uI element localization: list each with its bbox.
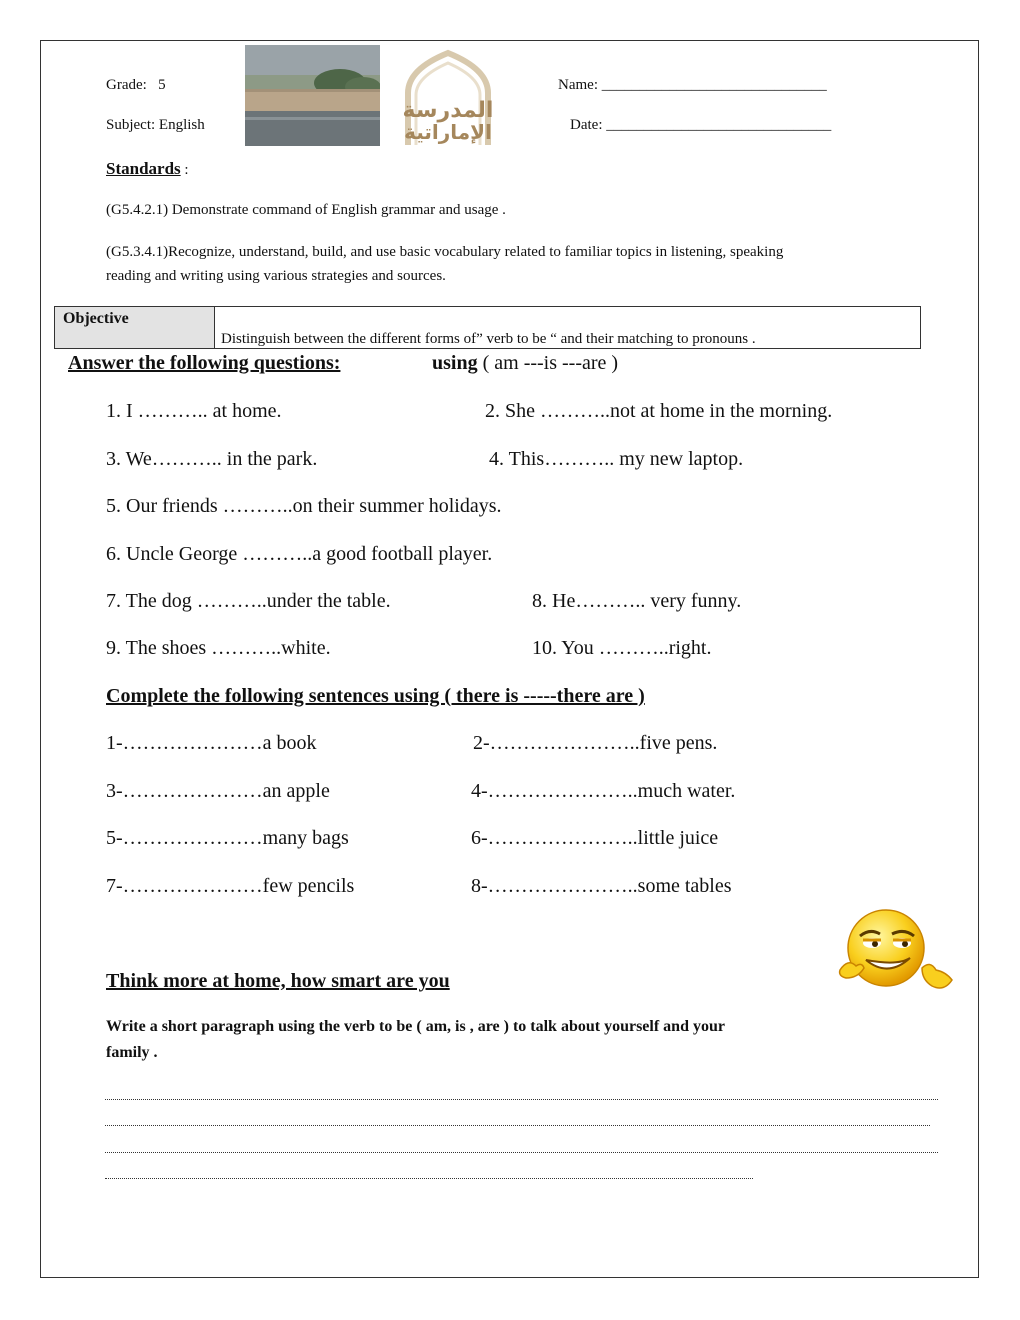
grade-value: 5 — [158, 77, 166, 93]
standard-item-1: (G5.4.2.1) Demonstrate command of English grammar and usage . — [106, 202, 506, 218]
svg-text:المدرسة: المدرسة — [402, 98, 494, 123]
question-3: 3. We……….. in the park. — [106, 448, 318, 470]
objective-label-cell — [55, 307, 215, 348]
sentence-6: 6-…………………..little juice — [471, 827, 719, 849]
question-10: 10. You ………..right. — [532, 637, 712, 659]
section2-heading: Complete the following sentences using ( there is -----there are ) — [106, 685, 645, 707]
writing-line-1[interactable] — [105, 1098, 938, 1100]
name-label: Name: — [558, 77, 598, 93]
writing-line-4[interactable] — [105, 1177, 753, 1179]
question-6: 6. Uncle George ………..a good football player. — [106, 543, 493, 565]
section3-heading: Think more at home, how smart are you — [106, 970, 450, 992]
sentence-8: 8-…………………..some tables — [471, 875, 732, 897]
sentence-3: 3-…………………an apple — [106, 780, 330, 802]
standards-heading-row — [106, 159, 189, 179]
sentence-4: 4-…………………..much water. — [471, 780, 736, 802]
name-field[interactable] — [558, 77, 827, 94]
date-line[interactable]: ______________________________ — [606, 117, 832, 133]
question-8: 8. He……….. very funny. — [532, 590, 742, 612]
standards-colon: : — [184, 162, 189, 178]
question-5: 5. Our friends ………..on their summer holidays. — [106, 495, 502, 517]
date-label: Date: — [570, 117, 603, 133]
question-1: 1. I ……….. at home. — [106, 400, 282, 422]
standard-item-2-cont: reading and writing using various strategies and sources. — [106, 268, 446, 284]
grade-label: Grade: — [106, 77, 147, 93]
writing-line-3[interactable] — [105, 1151, 938, 1153]
objective-table — [54, 306, 921, 349]
grade-field — [106, 77, 166, 94]
name-line[interactable]: ______________________________ — [601, 77, 827, 93]
objective-text: Distinguish between the different forms of” verb to be “ and their matching to pronouns . — [221, 331, 756, 347]
question-2: 2. She ………..not at home in the morning. — [485, 400, 833, 422]
writing-line-2[interactable] — [105, 1124, 930, 1126]
question-7: 7. The dog ………..under the table. — [106, 590, 391, 612]
using-options: ( am ---is ---are ) — [482, 352, 619, 374]
paragraph-instruction-line1: Write a short paragraph using the verb to be ( am, is , are ) to talk about yourself and your — [106, 1018, 725, 1035]
sentence-1: 1-…………………a book — [106, 732, 317, 754]
section1-heading: Answer the following questions: — [68, 352, 341, 374]
school-building-photo — [245, 45, 380, 146]
school-logo — [380, 45, 516, 146]
standards-heading: Standards — [106, 159, 181, 178]
section1-using — [432, 352, 618, 375]
question-9: 9. The shoes ………..white. — [106, 637, 331, 659]
sentence-2: 2-…………………..five pens. — [473, 732, 718, 754]
objective-label: Objective — [63, 310, 129, 327]
paragraph-instruction-line2: family . — [106, 1044, 158, 1061]
using-label: using — [432, 352, 478, 374]
svg-text:الإماراتية: الإماراتية — [404, 120, 492, 144]
sentence-7: 7-…………………few pencils — [106, 875, 355, 897]
subject-field: Subject: English — [106, 117, 205, 133]
smug-smiley-icon — [838, 906, 956, 1006]
question-4: 4. This……….. my new laptop. — [489, 448, 744, 470]
date-field[interactable] — [570, 117, 831, 134]
sentence-5: 5-…………………many bags — [106, 827, 349, 849]
standard-item-2: (G5.3.4.1)Recognize, understand, build, and use basic vocabulary related to familiar topics in listening, speaking — [106, 244, 784, 260]
